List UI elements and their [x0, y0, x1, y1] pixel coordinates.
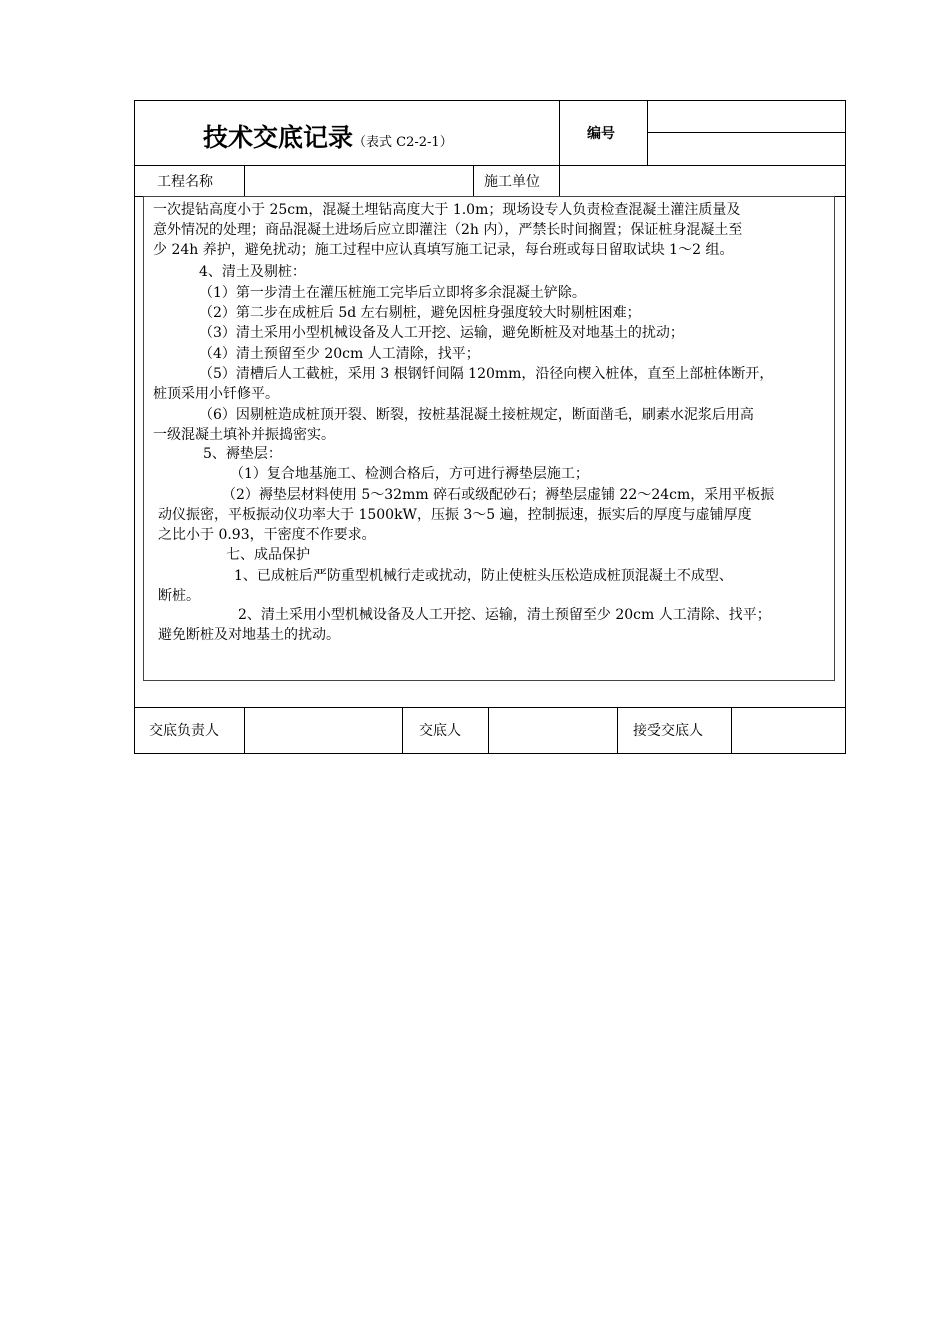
content-line: 意外情况的处理；商品混凝土进场后应立即灌注（2h 内），严禁长时间搁置；保证桩身混凝土至: [153, 222, 743, 238]
content-line: 一级混凝土填补并振捣密实。: [153, 427, 335, 443]
briefing-responsible-label: 交底负责人: [149, 723, 219, 739]
project-name-label: 工程名称: [157, 174, 213, 190]
content-line: （3）清土采用小型机械设备及人工开挖、运输，避免断桩及对地基土的扰动；: [199, 325, 684, 341]
content-line: 七、成品保护: [226, 547, 310, 563]
footer-divider-5: [731, 707, 732, 753]
table-border-right: [845, 100, 846, 754]
header-divider-1: [559, 100, 560, 165]
content-line: 2、清土采用小型机械设备及人工开挖、运输，清土预留至少 20cm 人工清除、找平；: [238, 607, 771, 623]
content-line: 1、已成桩后严防重型机械行走或扰动，防止使桩头压松造成桩顶混凝土不成型、: [234, 568, 733, 584]
form-code: （表式 C2-2-1）: [353, 135, 453, 150]
content-line: （1）复合地基施工、检测合格后，方可进行褥垫层施工；: [230, 466, 589, 482]
content-line: （6）因剔桩造成桩顶开裂、断裂，按桩基混凝土接桩规定，断面凿毛，刷素水泥浆后用高: [199, 407, 754, 423]
info-divider-3: [559, 165, 560, 196]
footer-divider-1: [244, 707, 245, 753]
content-line: 5、褥垫层：: [203, 446, 282, 462]
content-bottom-line: [134, 707, 846, 708]
content-line: （1）第一步清土在灌压桩施工完毕后立即将多余混凝土铲除。: [199, 285, 586, 301]
footer-divider-4: [617, 707, 618, 753]
content-line: 断桩。: [158, 588, 200, 604]
content-line: （2）第二步在成桩后 5d 左右剔桩，避免因桩身强度较大时剔桩困难；: [199, 305, 641, 321]
content-line: 4、清土及剔桩：: [199, 264, 306, 280]
number-label: 编号: [587, 126, 615, 142]
content-line: 一次提钻高度小于 25cm，混凝土埋钻高度大于 1.0m；现场设专人负责检查混凝土灌注质量及: [153, 202, 741, 218]
construction-unit-label: 施工单位: [484, 174, 540, 190]
form-title: [203, 118, 453, 154]
content-line: 桩顶采用小钎修平。: [153, 386, 279, 402]
footer-divider-3: [488, 707, 489, 753]
content-line: 少 24h 养护，避免扰动；施工过程中应认真填写施工记录，每台班或每日留取试块 1～2 组。: [153, 242, 734, 258]
content-line: 动仪振密，平板振动仪功率大于 1500kW，压振 3～5 遍，控制振速，振实后的厚度与虚铺厚度: [158, 507, 752, 523]
info-divider-2: [473, 165, 474, 196]
number-cell-split: [647, 132, 846, 133]
table-border-left: [134, 100, 135, 754]
table-border-bottom: [134, 753, 846, 754]
footer-divider-2: [402, 707, 403, 753]
content-line: （2）褥垫层材料使用 5～32mm 碎石或级配砂石；褥垫层虚铺 22～24cm，采用平板振: [222, 487, 775, 503]
content-line: 之比小于 0.93，干密度不作要求。: [158, 527, 376, 543]
content-line: （4）清土预留至少 20cm 人工清除，找平；: [199, 346, 480, 362]
table-border-top: [134, 100, 846, 101]
briefing-receiver-label: 接受交底人: [633, 723, 703, 739]
content-line: 避免断桩及对地基土的扰动。: [158, 627, 340, 643]
content-line: （5）清槽后人工截桩，采用 3 根钢钎间隔 120mm，沿径向楔入桩体，直至上部桩体断开，: [199, 366, 774, 382]
form-title-main: 技术交底记录: [203, 123, 354, 152]
briefing-presenter-label: 交底人: [419, 723, 461, 739]
header-bottom-line: [134, 165, 846, 166]
info-divider-1: [244, 165, 245, 196]
